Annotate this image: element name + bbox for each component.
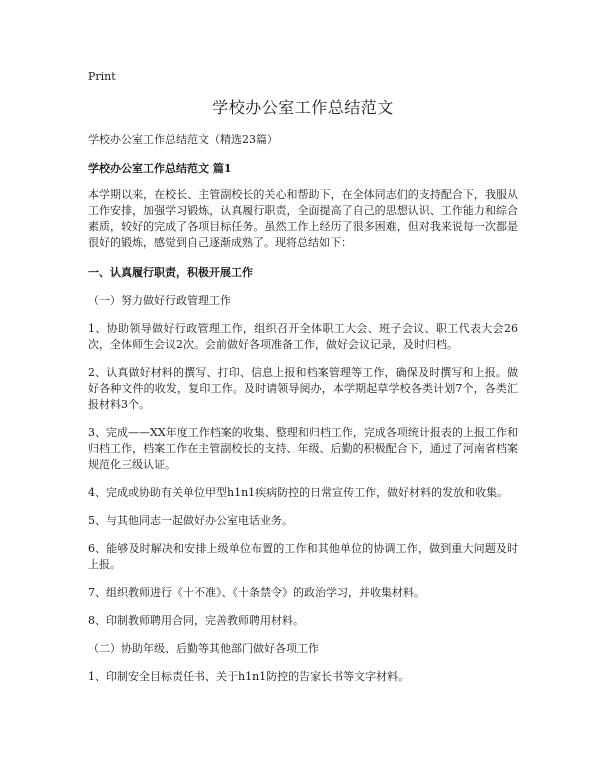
list-item: 1、协助领导做好行政管理工作，组织召开全体职工大会、班子会议、职工代表大会26次，全体师生会议2次。会前做好各项准备工作，做好会议记录，及时归档。 bbox=[88, 322, 518, 351]
list-item: 2、认真做好材料的撰写、打印、信息上报和档案管理等工作，确保及时撰写和上报。做好各种文件的收发，复印工作。及时请领导阅办，本学期起草学校各类计划7个，各类汇报材料3个。 bbox=[88, 366, 518, 411]
list-item: 1、印制安全目标责任书、关于h1n1防控的告家长书等文字材料。 bbox=[88, 670, 410, 683]
list-item: 7、组织教师进行《十不准》、《十条禁令》的政治学习，并收集材料。 bbox=[88, 586, 425, 599]
subheading-1: （一）努力做好行政管理工作 bbox=[88, 294, 231, 307]
document-body bbox=[88, 96, 518, 697]
document-title: 学校办公室工作总结范文 bbox=[212, 98, 394, 117]
list-item: 6、能够及时解决和安排上级单位布置的工作和其他单位的协调工作，做到重大问题及时上报。 bbox=[88, 542, 518, 571]
document-subtitle: 学校办公室工作总结范文（精选23篇） bbox=[88, 133, 278, 146]
section-title: 学校办公室工作总结范文 篇1 bbox=[88, 162, 232, 175]
list-item: 8、印制教师聘用合同，完善教师聘用材料。 bbox=[88, 614, 304, 627]
intro-paragraph: 本学期以来，在校长、主管副校长的关心和帮助下，在全体同志们的支持配合下，我服从工作安排，加强学习锻炼，认真履行职责，全面提高了自己的思想认识、工作能力和综合素质，较好的完成了各项目标任务。虽然工作上经历了很多困难，但对我来说每一次都是很好的锻炼，感觉到自己逐渐成熟了。现将总结如下： bbox=[88, 188, 518, 249]
list-item: 5、与其他同志一起做好办公室电话业务。 bbox=[88, 514, 293, 527]
heading-1: 一、认真履行职责，积极开展工作 bbox=[88, 266, 253, 279]
list-item: 4、完成或协助有关单位甲型h1n1疾病防控的日常宣传工作，做好材料的发放和收集。 bbox=[88, 486, 509, 499]
subheading-2: （二）协助年级、后勤等其他部门做好各项工作 bbox=[88, 642, 319, 655]
list-item: 3、完成——XX年度工作档案的收集、整理和归档工作，完成各项统计报表的上报工作和归档工作，档案工作在主管副校长的支持、年级、后勤的积极配合下，通过了河南省档案规范化三级认证。 bbox=[88, 426, 518, 471]
print-link[interactable]: Print bbox=[88, 70, 116, 83]
